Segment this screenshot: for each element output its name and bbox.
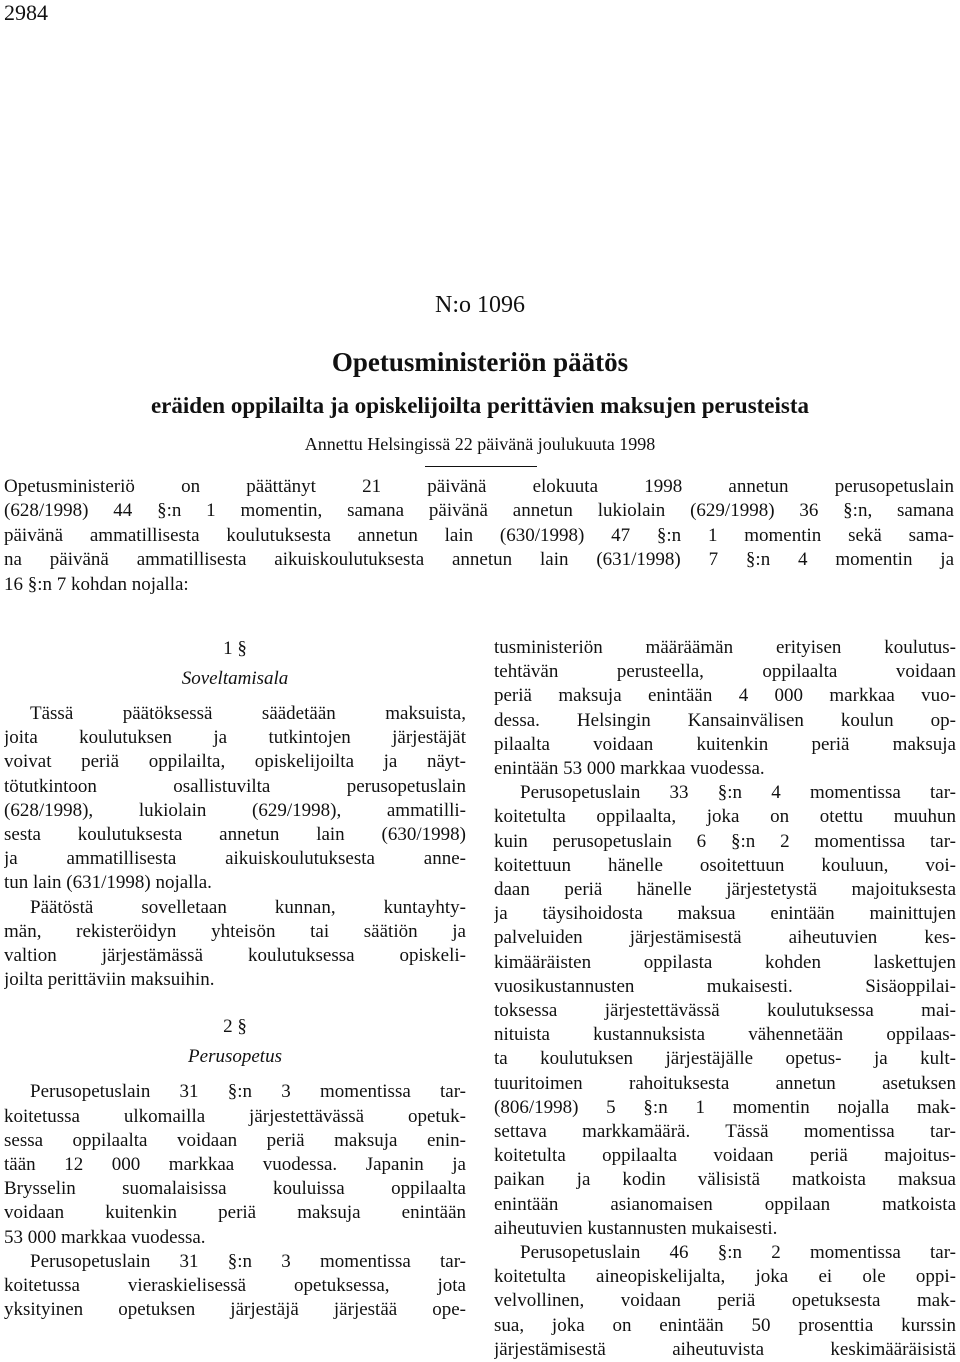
section-2-paragraph-1	[4, 1080, 466, 1249]
text-line: settava markkamäärä. Tässä momentissa tar-	[494, 1121, 956, 1143]
section-1-number: 1 §	[223, 638, 247, 659]
text-line: koitetulta oppilaalta, joka on otettu muuhun	[494, 806, 956, 828]
right-paragraph-3	[494, 1241, 956, 1362]
text-line: sesta koulutuksesta annetun lain (630/1998)	[4, 824, 466, 846]
text-line: pilaalta voidaan kuitenkin periä maksuja	[494, 733, 956, 755]
text-line: tehtävän perusteella, oppilaalta voidaan	[494, 661, 956, 683]
text-line: joita koulutuksen ja tutkintojen järjestäjät	[4, 727, 466, 749]
decision-number: N:o 1096	[435, 292, 525, 318]
text-line: (806/1998) 5 §:n 1 momentin nojalla mak-	[494, 1096, 956, 1118]
right-column	[494, 636, 956, 1362]
text-line: tuuritoimen rahoituksesta annetun asetuksen	[494, 1072, 956, 1094]
text-line: tusministeriön määräämän erityisen koulutus-	[494, 637, 956, 658]
preamble-line: päivänä ammatillisesta koulutuksesta annetun lain (630/1998) 47 §:n 1 momentin sekä sama-	[4, 524, 954, 546]
text-line: Perusopetuslain 31 §:n 3 momentissa tar-	[30, 1081, 466, 1103]
text-line: (628/1998), lukiolain (629/1998), ammatilli-	[4, 799, 466, 821]
text-line: yksityinen opetuksen järjestäjä järjestää ope-	[4, 1299, 466, 1321]
text-line: Perusopetuslain 31 §:n 3 momentissa tar-	[30, 1250, 466, 1272]
document-subtitle: eräiden oppilailta ja opiskelijoilta perittävien maksujen perusteista	[150, 393, 810, 418]
text-line: koitetulta aineopiskelijalta, joka ei ole oppi-	[494, 1266, 956, 1288]
text-line: ta koulutuksen järjestäjälle opetus- ja kult-	[494, 1048, 956, 1070]
text-line: periä maksuja enintään 4 000 markkaa vuo-	[494, 685, 956, 707]
text-line: voivat periä oppilailta, opiskelijoilta ja näyt-	[4, 751, 466, 773]
text-line: kimääräisten oppilasta kohden laskettujen	[494, 951, 956, 973]
preamble-line: (628/1998) 44 §:n 1 momentin, samana päivänä annetun lukiolain (629/1998) 36 §:n, samana	[4, 500, 954, 522]
text-line: koitetussa ulkomailla järjestettävässä opetuk-	[4, 1105, 466, 1127]
text-line: tään 12 000 markkaa vuodessa. Japanin ja	[4, 1154, 466, 1176]
section-2-number: 2 §	[223, 1016, 247, 1038]
text-line: Perusopetuslain 46 §:n 2 momentissa tar-	[520, 1242, 956, 1264]
text-line: valtion järjestämässä koulutuksessa opiskeli-	[4, 945, 466, 967]
preamble-line: 16 §:n 7 kohdan nojalla:	[4, 573, 189, 595]
text-line: ja täysihoidosta maksua enintään mainittujen	[494, 903, 956, 925]
document-title: Opetusministeriön päätös	[331, 347, 629, 377]
left-column	[4, 636, 466, 1322]
section-1-paragraph-1	[4, 702, 466, 896]
text-line: velvollinen, voidaan periä opetuksesta mak-	[494, 1290, 956, 1312]
text-line: män, rekisteröidyn yhteisön tai säätiön ja	[4, 920, 466, 942]
section-2-heading: Perusopetus	[188, 1046, 282, 1068]
text-line: sua, joka on enintään 50 prosenttia kurssin	[494, 1314, 956, 1336]
text-line: koitetussa vieraskielisessä opetuksessa, jota	[4, 1275, 466, 1297]
text-line: järjestämisestä aiheutuvista keskimääräisistä	[494, 1338, 956, 1360]
section-2-paragraph-2	[4, 1250, 466, 1323]
text-line: sessa oppilaalta voidaan periä maksuja enin-	[4, 1129, 466, 1151]
right-paragraph-2	[494, 781, 956, 1241]
page-number: 2984	[4, 0, 48, 25]
text-line: aiheutuvien kustannusten mukaisesti.	[494, 1217, 778, 1239]
text-line: Perusopetuslain 33 §:n 4 momentissa tar-	[520, 782, 956, 804]
text-line: Tässä päätöksessä säädetään maksuista,	[30, 703, 466, 724]
section-1-paragraph-2	[4, 896, 466, 993]
text-line: vuosikustannusten mukaisesti. Sisäoppilai-	[494, 975, 956, 997]
text-line: tötutkintoon osallistuvilta perusopetuslain	[4, 775, 466, 797]
preamble-line: Opetusministeriö on päättänyt 21 päivänä elokuuta 1998 annetun perusopetuslain	[4, 476, 954, 497]
text-line: joilta perittäviin maksuihin.	[4, 969, 215, 991]
text-line: voidaan kuitenkin periä maksuja enintään	[4, 1202, 466, 1224]
text-line: koitettuun hänelle osoitettuun kouluun, voi-	[494, 854, 956, 876]
text-line: Brysselin suomalaisissa kouluissa oppilaalta	[4, 1178, 466, 1200]
preamble-line: na päivänä ammatillisesta aikuiskoulutuksesta annetun lain (631/1998) 7 §:n 4 momentin ja	[4, 549, 954, 571]
text-line: Päätöstä sovelletaan kunnan, kuntayhty-	[30, 896, 466, 918]
text-line: kuin perusopetuslain 6 §:n 2 momentissa tar-	[494, 830, 956, 852]
text-line: toksessa järjestettävässä koulutuksessa mai-	[494, 1000, 956, 1022]
text-line: 53 000 markkaa vuodessa.	[4, 1226, 206, 1248]
text-line: palveluiden järjestämisestä aiheutuvien kes-	[494, 927, 956, 949]
text-line: enintään asianomaisen oppilaan matkoista	[494, 1193, 956, 1215]
text-line: tun lain (631/1998) nojalla.	[4, 872, 212, 894]
title-divider	[425, 466, 537, 467]
text-line: koitetulta oppilaalta voidaan periä majoitus-	[494, 1145, 956, 1167]
text-line: daan periä hänelle järjestetystä majoituksesta	[494, 879, 956, 901]
text-line: enintään 53 000 markkaa vuodessa.	[494, 758, 765, 780]
section-1-heading: Soveltamisala	[181, 668, 289, 689]
text-line: nituista kustannuksista vähennetään oppilaas-	[494, 1024, 956, 1046]
text-line: ja ammatillisesta aikuiskoulutuksesta anne-	[4, 848, 466, 870]
text-line: dessa. Helsingin Kansainvälisen koulun op-	[494, 709, 956, 731]
right-paragraph-1	[494, 636, 956, 781]
preamble	[4, 475, 954, 597]
text-line: paikan ja kodin välisistä matkoista maksua	[494, 1169, 956, 1191]
given-date: Annettu Helsingissä 22 päivänä joulukuuta 1998	[304, 434, 656, 454]
